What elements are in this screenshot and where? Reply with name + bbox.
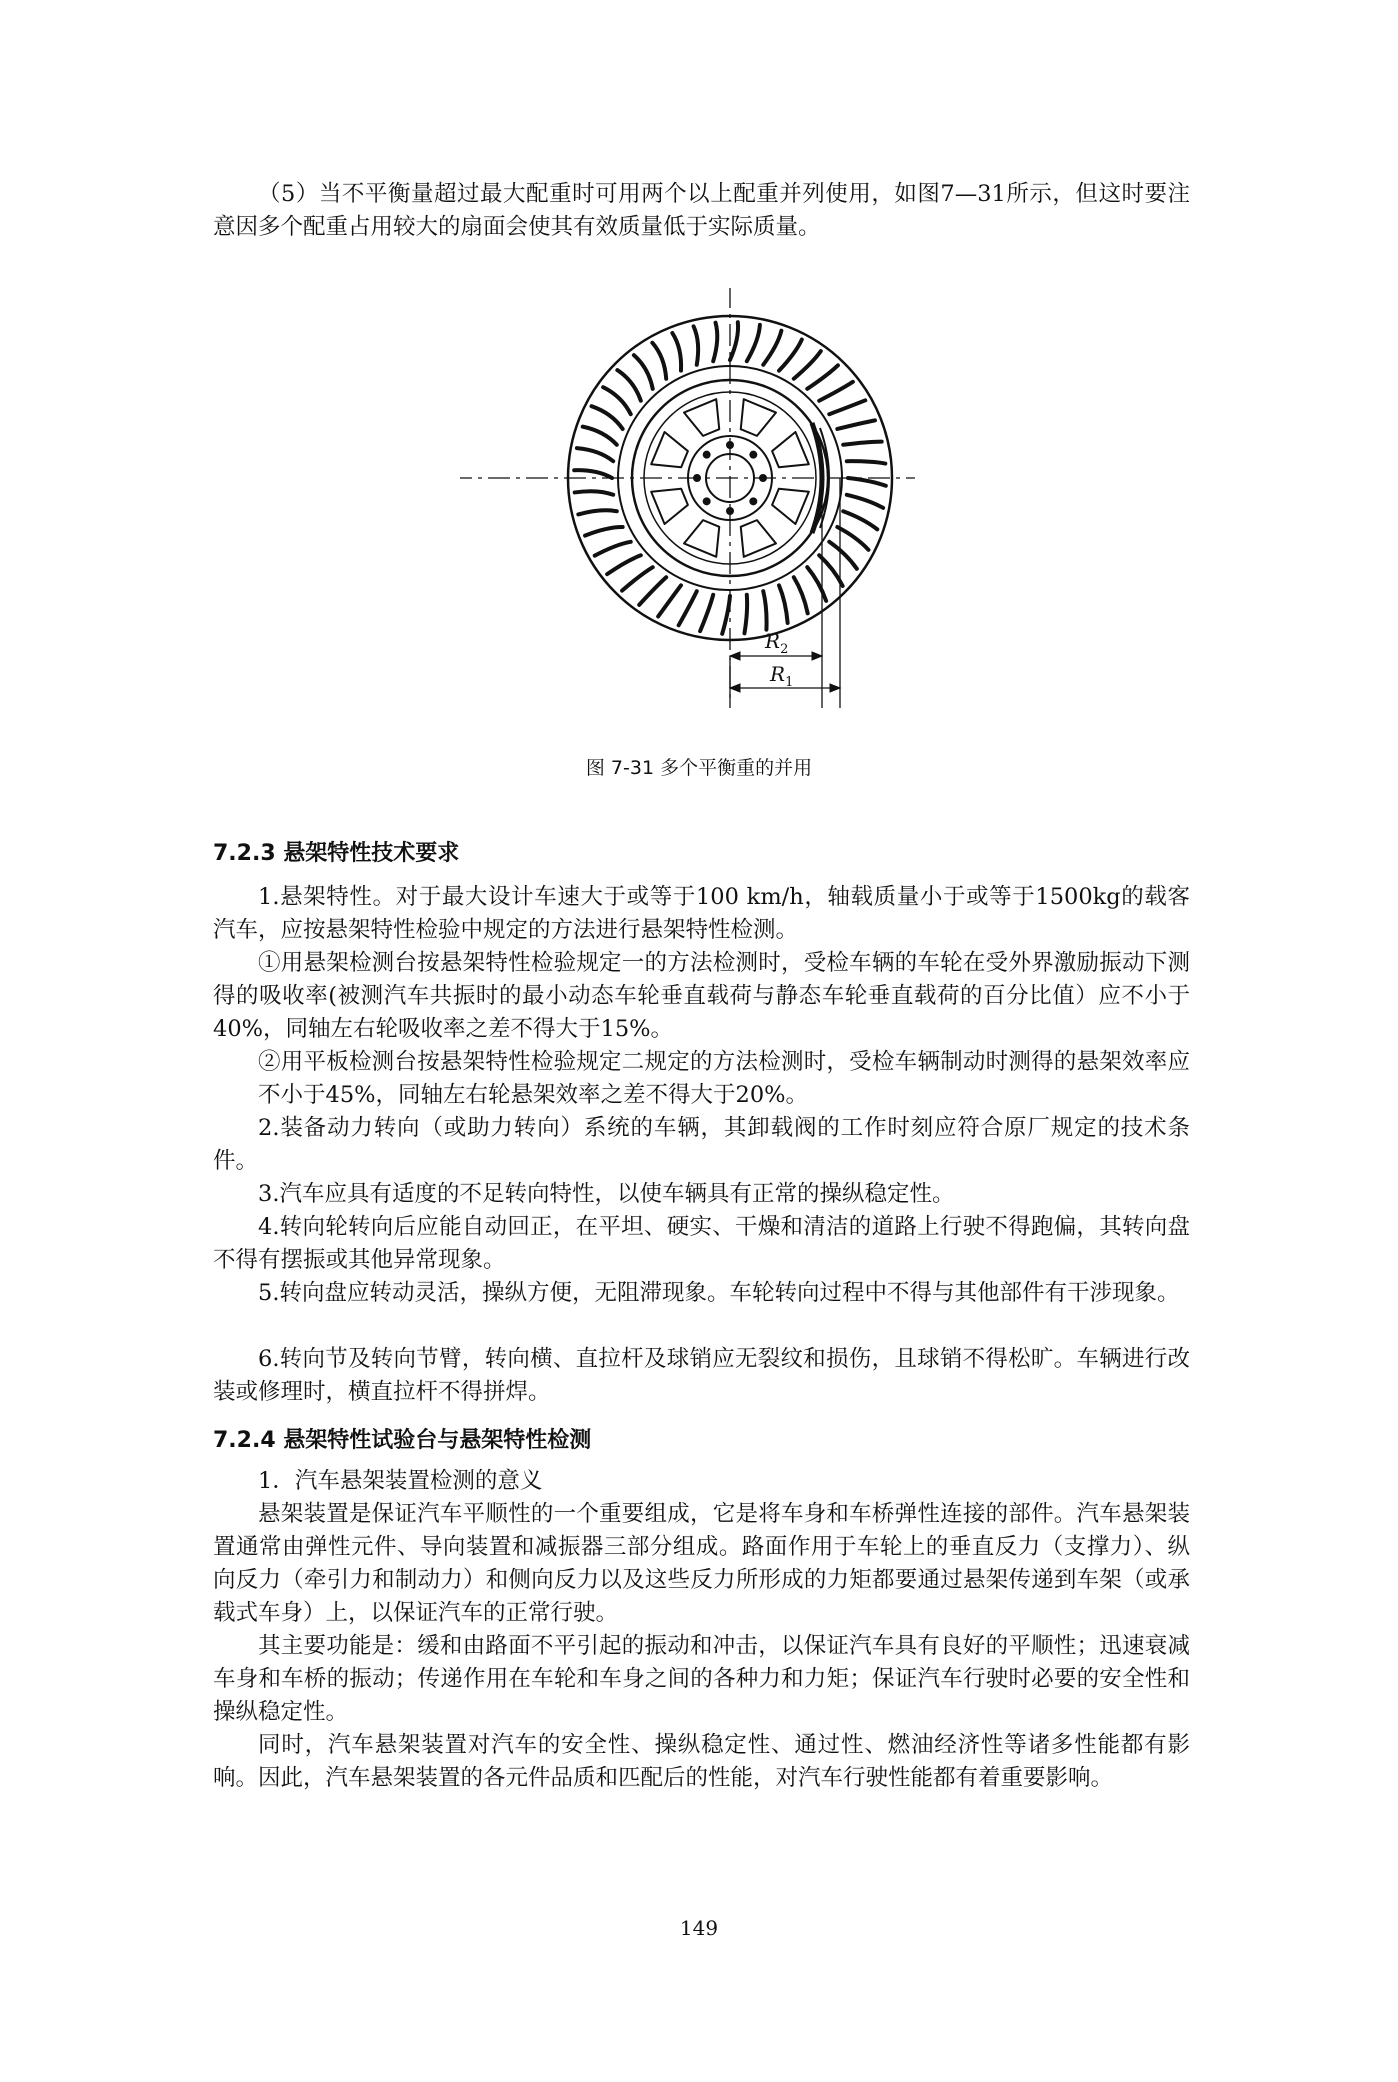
tread-groove [847,461,886,463]
item-5: 5.转向盘应转动灵活，操纵方便，无阻滞现象。车轮转向过程中不得与其他部件有干涉现象。 [258,1280,1180,1306]
paragraph-main-functions: 其主要功能是：缓和由路面不平引起的振动和冲击，以保证汽车具有良好的平顺性；迅速衰减车身和车桥的振动；传递作用在车轮和车身之间的各种力和力矩；保证汽车行驶时必要的安全性和操纵稳定性。 [213,1633,1190,1725]
tread-groove [575,491,614,495]
page-number: 149 [679,1916,719,1940]
tread-groove [730,322,738,360]
tread-groove [843,442,881,445]
item-2: 2.装备动力转向（或助力转向）系统的车辆，其卸载阀的工作时刻应符合原厂规定的技术条件。 [213,1115,1190,1174]
tread-groove [577,448,613,461]
subsection-1-title: 1．汽车悬架装置检测的意义 [258,1468,543,1494]
wheel-bolt [760,475,767,482]
tread-groove [794,577,808,613]
rim-vent-hole [772,489,809,524]
tread-groove [679,591,697,625]
tread-groove [744,595,747,634]
section-724-heading: 7.2.4 悬架特性试验台与悬架特性检测 [213,1428,592,1453]
tread-groove [595,542,631,556]
rim-vent-hole [684,399,719,436]
tread-groove [843,511,877,529]
wheel-figure [460,288,940,718]
tread-groove [779,340,802,371]
item-1-sub-1: ①用悬架检测台按悬架特性检验规定一的方法检测时，受检车辆的车轮在受外界激励振动下测得的吸收率(被测汽车共振时的最小动态车轮垂直载荷与静态车轮垂直载荷的百分比值）应不小于40%，同轴左右轮吸收率之差不得大于15%。 [213,950,1190,1042]
tread-groove [603,387,631,414]
wheel-bolt [727,442,734,449]
r1-label: $R_1$ [770,662,794,690]
section-723-heading: 7.2.3 悬架特性技术要求 [213,841,460,866]
tread-groove [700,595,713,631]
rim-vent-hole [772,432,809,467]
wheel-bolt [750,451,757,458]
wheel-bolt [694,475,701,482]
rim-vent-hole [741,399,776,436]
tread-groove [672,333,681,371]
item-6: 6.转向节及转向节臂，转向横、直拉杆及球销应无裂纹和损伤，且球销不得松旷。车辆进行改装或修理时，横直拉杆不得拼焊。 [213,1346,1190,1405]
tread-groove [807,365,838,388]
tread-groove [652,343,666,379]
rim-vent-hole [651,432,688,467]
wheel-bolt [727,508,734,515]
tread-groove [763,331,781,365]
wheel-balance-weights-diagram [460,288,940,718]
tread-groove [639,577,666,605]
tread-groove [578,510,616,514]
tread-groove [694,326,699,364]
tread-groove [847,495,883,508]
tread-groove [763,591,766,629]
tread-groove [747,325,760,361]
tread-groove [585,527,623,536]
tread-groove [574,470,612,478]
item-1-sub-2: ②用平板检测台按悬架特性检验规定二规定的方法检测时，受检车辆制动时测得的悬架效率应不小于45%，同轴左右轮悬架效率之差不得大于20%。 [258,1049,1190,1108]
tread-groove [713,323,717,362]
tread-groove [829,400,865,414]
tread-groove [722,596,730,634]
tread-groove [819,382,853,401]
figure-caption: 图 7-31 多个平衡重的并用 [585,757,813,779]
tread-groove [607,555,641,574]
tread-groove [794,351,821,379]
item-1: 1.悬架特性。对于最大设计车速大于或等于100 km/h，轴载质量小于或等于1500kg的载客汽车，应按悬架特性检验中规定的方法进行悬架特性检测。 [213,884,1190,943]
paragraph-performance: 同时，汽车悬架装置对汽车的安全性、操纵稳定性、通过性、燃油经济性等诸多性能都有影响。因此，汽车悬架装置的各元件品质和匹配后的性能，对汽车行驶性能都有着重要影响。 [213,1732,1190,1791]
tread-groove [583,427,617,445]
rim-vent-hole [651,489,688,524]
wheel-bolt [703,451,710,458]
item-4: 4.转向轮转向后应能自动回正，在平坦、硬实、干燥和清洁的道路上行驶不得跑偏，其转向盘不得有摆振或其他异常现象。 [213,1214,1190,1273]
tread-groove [622,567,653,590]
tread-groove [829,542,857,569]
tread-groove [779,585,788,623]
paragraph-5: （5）当不平衡量超过最大配重时可用两个以上配重并列使用，如图7—31所示，但这时要注意因多个配重占用较大的扇面会使其有效质量低于实际质量。 [213,181,1190,240]
tread-groove [807,567,826,601]
tread-groove [848,478,886,486]
wheel-bolt [750,498,757,505]
tread-groove [837,527,868,550]
tread-groove [819,555,842,586]
rim-vent-hole [684,520,719,557]
tread-groove [837,420,875,429]
item-3: 3.汽车应具有适度的不足转向特性，以使车辆具有正常的操纵稳定性。 [258,1181,955,1207]
tread-groove [617,370,640,401]
r2-label: $R_2$ [765,629,789,657]
wheel-bolt [703,498,710,505]
tread-groove [658,585,681,616]
rim-vent-hole [741,520,776,557]
paragraph-suspension-intro: 悬架装置是保证汽车平顺性的一个重要组成，它是将车身和车桥弹性连接的部件。汽车悬架装置通常由弹性元件、导向装置和减振器三部分组成。路面作用于车轮上的垂直反力（支撑力）、纵向反力（牵引力和制动力）和侧向反力以及这些反力所形成的力矩都要通过悬架传递到车架（或承载式车身）上，以保证汽车的正常行驶。 [213,1501,1190,1626]
tread-groove [634,355,653,389]
tread-groove [592,406,623,429]
